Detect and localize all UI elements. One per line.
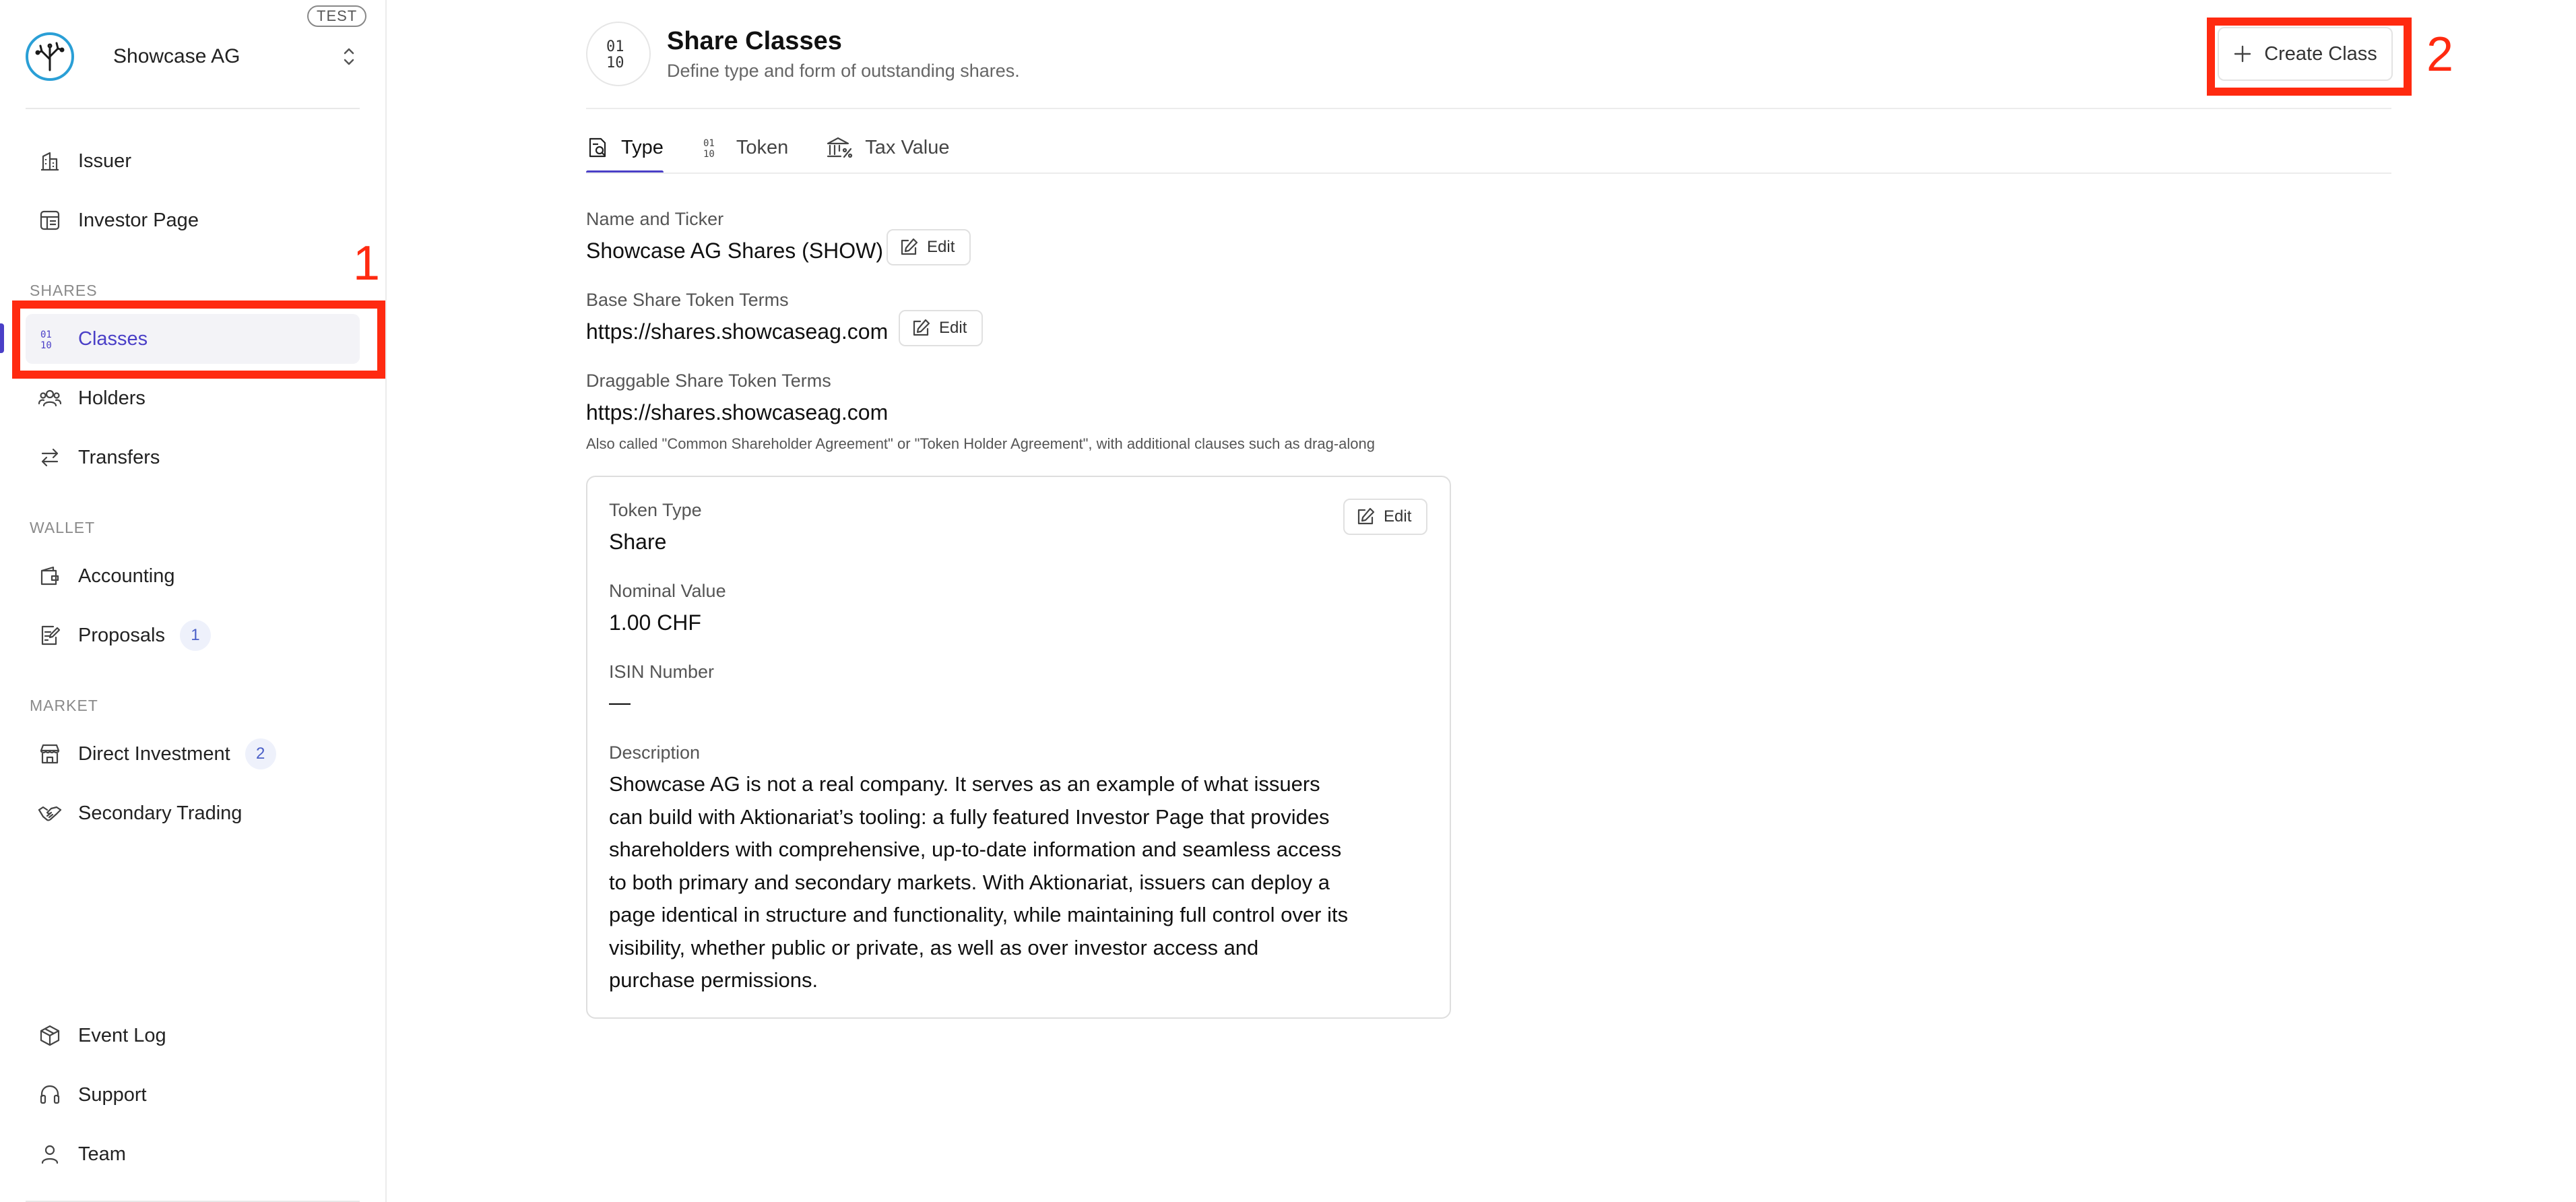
- tab-label: Type: [621, 136, 664, 158]
- wallet-icon: [36, 563, 63, 590]
- tab-type[interactable]: [586, 121, 664, 174]
- sidebar-item-label: Support: [78, 1083, 147, 1106]
- divider: [26, 108, 360, 109]
- headset-icon: [36, 1081, 63, 1108]
- create-class-button[interactable]: [2218, 27, 2393, 81]
- token-search-icon: [586, 136, 609, 159]
- name-ticker-value: Showcase AG Shares (SHOW): [586, 239, 884, 263]
- sidebar-item-issuer[interactable]: [26, 136, 360, 186]
- edit-base-terms-button[interactable]: [899, 310, 983, 346]
- sidebar-item-label: Secondary Trading: [78, 802, 243, 824]
- sidebar-item-investor-page[interactable]: [26, 195, 360, 245]
- document-edit-icon: [36, 622, 63, 649]
- tab-bar: [586, 121, 987, 174]
- svg-text:01: 01: [703, 138, 715, 149]
- page-icon-text-bottom: 10: [606, 55, 624, 71]
- edit-name-button[interactable]: [887, 229, 971, 265]
- sidebar-item-label: Proposals: [78, 624, 165, 646]
- handshake-icon: [36, 800, 63, 827]
- plus-icon: [2233, 44, 2252, 63]
- sidebar-item-support[interactable]: [26, 1070, 360, 1120]
- org-name: Showcase AG: [113, 45, 240, 67]
- count-badge: 2: [245, 738, 276, 769]
- svg-text:10: 10: [703, 149, 715, 159]
- create-class-label: Create Class: [2264, 42, 2377, 65]
- token-type-value: Share: [609, 530, 667, 554]
- sidebar-item-label: Accounting: [78, 565, 175, 587]
- isin-value: —: [609, 690, 631, 714]
- section-label-wallet: WALLET: [30, 519, 96, 536]
- sidebar-item-proposals[interactable]: [26, 610, 360, 660]
- org-logo-icon: [26, 32, 74, 81]
- sidebar-item-label: Team: [78, 1143, 126, 1165]
- tab-tax-value[interactable]: [826, 121, 949, 174]
- chevron-up-down-icon[interactable]: [335, 36, 362, 77]
- sidebar-item-label: Classes: [78, 327, 148, 350]
- sidebar-item-holders[interactable]: [26, 373, 360, 423]
- description-label: Description: [609, 742, 701, 763]
- sidebar-item-label: Holders: [78, 387, 146, 409]
- sidebar-item-direct-investment[interactable]: [26, 729, 360, 779]
- sidebar-item-transfers[interactable]: [26, 433, 360, 482]
- sidebar-item-event-log[interactable]: [26, 1011, 360, 1061]
- sidebar-item-label: Investor Page: [78, 209, 199, 231]
- count-badge: 1: [180, 620, 211, 651]
- building-icon: [36, 148, 63, 175]
- binary-icon: [586, 22, 651, 86]
- edit-token-button[interactable]: [1343, 499, 1427, 535]
- edit-icon: [911, 318, 931, 338]
- page-subtitle: Define type and form of outstanding shares.: [667, 61, 1020, 81]
- token-type-label: Token Type: [609, 500, 702, 520]
- arrows-swap-icon: [36, 444, 63, 471]
- isin-label: ISIN Number: [609, 662, 715, 682]
- sidebar-item-team[interactable]: [26, 1129, 360, 1179]
- edit-label: Edit: [939, 319, 967, 337]
- active-indicator: [0, 323, 4, 353]
- annotation-box-1: [12, 300, 385, 379]
- sidebar: [0, 0, 387, 1202]
- page-icon-text-top: 01: [606, 38, 624, 55]
- sidebar-item-label: Transfers: [78, 446, 160, 468]
- base-terms-label: Base Share Token Terms: [586, 290, 789, 310]
- description-value: Showcase AG is not a real company. It serves as an example of what issuers can build with Aktionariat’s tooling: a fully featured Investor Page that provides shareholders with comprehensive, up-to-date information and seamless access to both primary and secondary markets. With Aktionariat, issuers can deploy a page identical in structure and functionality, while maintaining full control over its visibility, whether public or private, as well as over investor access and purchase permissions.: [609, 772, 1349, 992]
- name-ticker-label: Name and Ticker: [586, 209, 724, 229]
- nominal-value-label: Nominal Value: [609, 581, 726, 601]
- sidebar-item-accounting[interactable]: [26, 551, 360, 601]
- edit-label: Edit: [927, 238, 955, 256]
- base-terms-value: https://shares.showcaseag.com: [586, 319, 889, 344]
- edit-icon: [1355, 507, 1376, 527]
- sidebar-item-label: Event Log: [78, 1024, 166, 1046]
- svg-text:10: 10: [40, 340, 52, 350]
- users-icon: [36, 385, 63, 412]
- user-icon: [36, 1141, 63, 1168]
- draggable-terms-note: Also called "Common Shareholder Agreement" or "Token Holder Agreement", with additional clauses such as drag-along: [586, 435, 1375, 452]
- section-label-shares: SHARES: [30, 282, 98, 299]
- nominal-value-value: 1.00 CHF: [609, 610, 701, 635]
- tab-label: Token: [736, 136, 789, 158]
- edit-icon: [899, 237, 919, 257]
- sidebar-item-label: Issuer: [78, 150, 131, 172]
- edit-label: Edit: [1384, 507, 1412, 526]
- draggable-terms-label: Draggable Share Token Terms: [586, 371, 831, 391]
- annotation-label-2: 2: [2426, 28, 2454, 82]
- section-label-market: MARKET: [30, 697, 98, 714]
- draggable-terms-value: https://shares.showcaseag.com: [586, 400, 889, 424]
- sidebar-item-label: Direct Investment: [78, 742, 230, 765]
- bank-percent-icon: [826, 136, 853, 159]
- tab-label: Tax Value: [865, 136, 950, 158]
- sidebar-item-secondary-trading[interactable]: [26, 788, 360, 838]
- org-switcher[interactable]: [26, 26, 362, 88]
- binary-icon: [701, 136, 724, 159]
- svg-text:01: 01: [40, 329, 52, 340]
- test-badge: TEST: [307, 5, 366, 27]
- cube-icon: [36, 1022, 63, 1049]
- tab-token[interactable]: [701, 121, 788, 174]
- divider: [586, 108, 2391, 109]
- page-layout-icon: [36, 207, 63, 234]
- divider: [586, 172, 2391, 174]
- page-title: Share Classes: [667, 27, 842, 55]
- store-icon: [36, 740, 63, 767]
- annotation-label-1: 1: [353, 236, 381, 290]
